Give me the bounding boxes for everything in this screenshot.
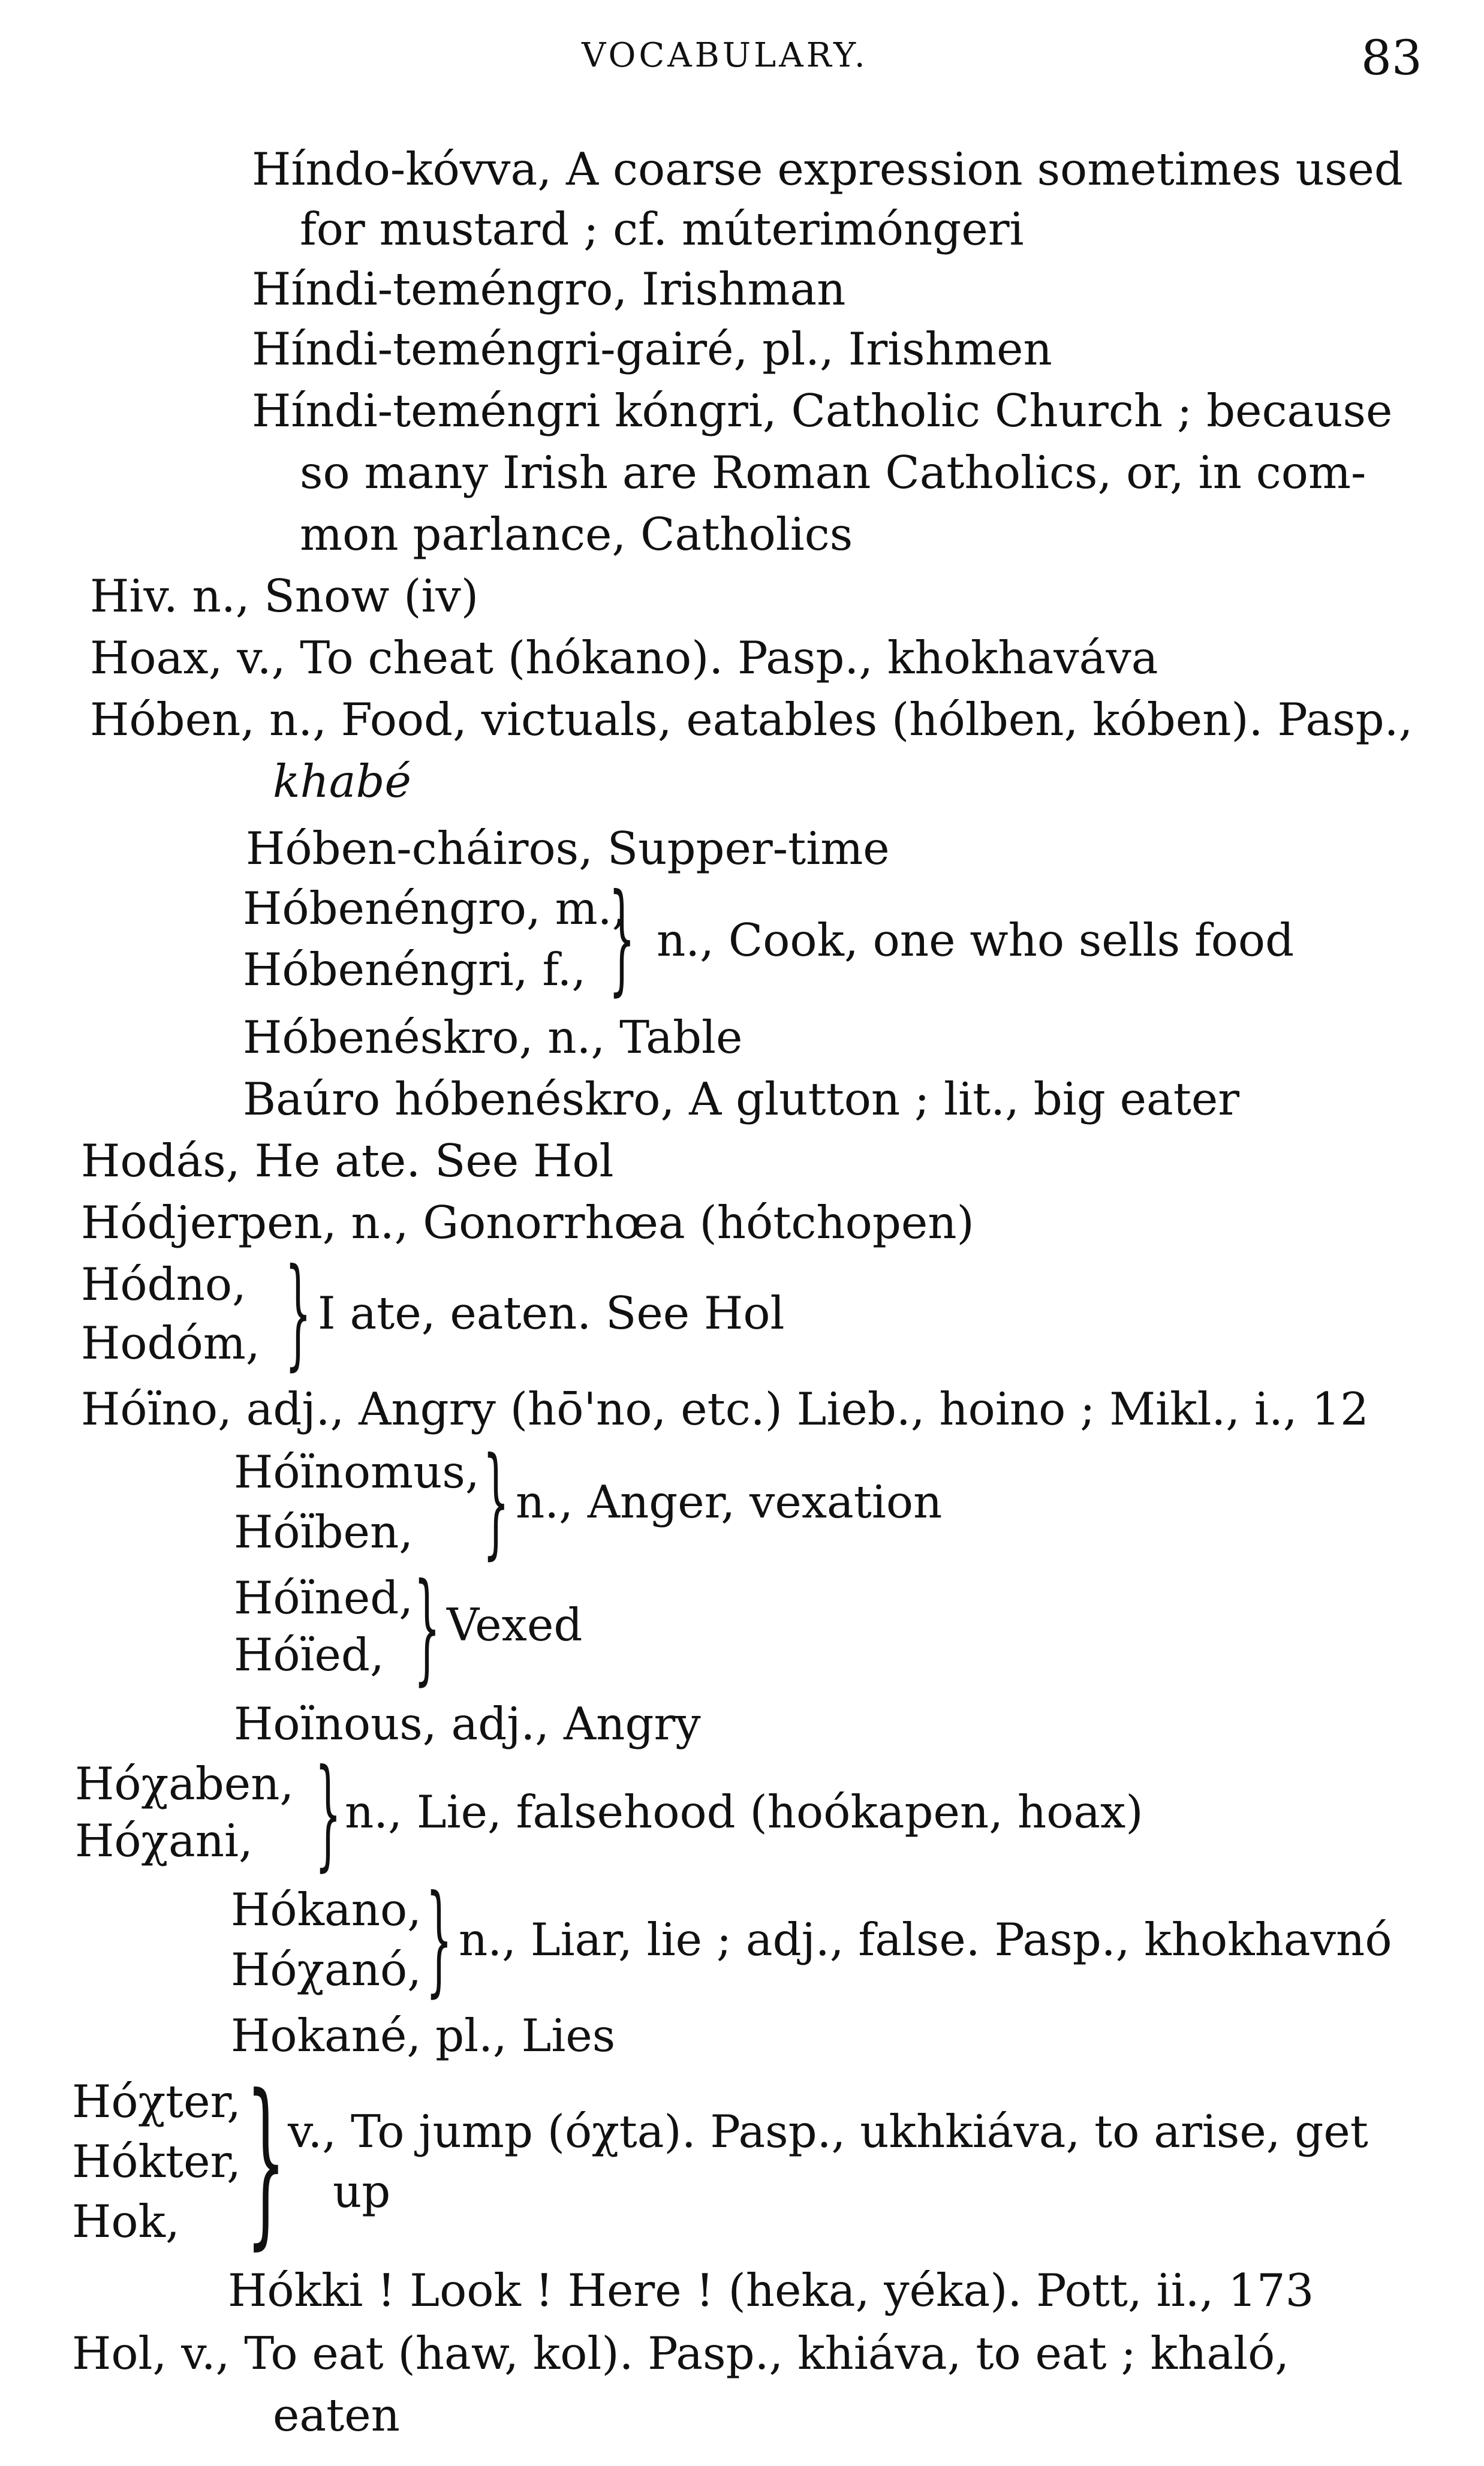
group-gloss: I ate, eaten. See Hol	[318, 1287, 785, 1339]
entry-line: Baúro hóbenéskro, A glutton ; lit., big eater	[243, 1073, 1240, 1125]
group-gloss: n., Cook, one who sells food	[657, 914, 1295, 966]
group-gloss: v., To jump (óχta). Pasp., ukhkiáva, to arise, get	[288, 2105, 1368, 2158]
group-gloss-continued: up	[333, 2165, 391, 2218]
group-gloss: n., Lie, falsehood (hoókapen, hoax)	[345, 1785, 1143, 1838]
grouped-term: Hódno,	[81, 1258, 246, 1311]
entry-line: Hiv. n., Snow (iv)	[90, 570, 479, 622]
entry-line: Hóben, n., Food, victuals, eatables (hólben, kóben). Pasp.,	[90, 693, 1413, 746]
entry-line: Hóben-cháiros, Supper-time	[246, 822, 890, 875]
brace-icon: }	[285, 1243, 312, 1383]
entry-line: Hóïno, adj., Angry (hō'no, etc.) Lieb., hoino ; Mikl., i., 12	[81, 1383, 1369, 1435]
grouped-term: Hodóm,	[81, 1317, 260, 1369]
brace-icon: }	[315, 1744, 342, 1883]
grouped-term: Hóïed,	[234, 1628, 384, 1681]
group-gloss: n., Anger, vexation	[516, 1476, 943, 1528]
entry-line: Híndi-teméngro, Irishman	[252, 263, 846, 315]
brace-icon: }	[246, 2056, 286, 2266]
entry-line: Hol, v., To eat (haw, kol). Pasp., khiáva, to eat ; khaló,	[72, 2327, 1290, 2380]
grouped-term: Hok,	[72, 2195, 180, 2248]
brace-icon: }	[414, 1558, 441, 1697]
grouped-term: Hóïnomus,	[234, 1446, 480, 1498]
entry-line: khabé	[273, 755, 411, 808]
entry-line: Híndi-teméngri kóngri, Catholic Church ; because	[252, 384, 1393, 437]
entry-line: mon parlance, Catholics	[300, 508, 853, 561]
entry-line: Hóbenéskro, n., Table	[243, 1011, 743, 1064]
grouped-term: Hóïned,	[234, 1571, 414, 1624]
entry-line: Hodás, He ate. See Hol	[81, 1134, 614, 1187]
page-number: 83	[1361, 30, 1422, 86]
grouped-term: Hókter,	[72, 2135, 241, 2188]
entry-line: Hókki ! Look ! Here ! (heka, yéka). Pott, ii., 173	[228, 2264, 1314, 2317]
grouped-term: Hóbenéngri, f.,	[243, 943, 586, 996]
entry-line: Hoax, v., To cheat (hókano). Pasp., khokhaváva	[90, 631, 1158, 684]
entry-line: Hódjerpen, n., Gonorrhœa (hótchopen)	[81, 1196, 974, 1249]
entry-line: Híndi-teméngri-gairé, pl., Irishmen	[252, 323, 1052, 375]
group-gloss: Vexed	[447, 1598, 583, 1651]
brace-icon: }	[426, 1869, 453, 2009]
grouped-term: Hóχaben,	[75, 1757, 294, 1810]
grouped-term: Hóχanó,	[231, 1943, 422, 1996]
brace-icon: }	[483, 1432, 510, 1571]
page-header	[0, 30, 1484, 96]
entry-line: Híndo-kóvva, A coarse expression sometimes used	[252, 143, 1403, 195]
entry-line: Hoïnous, adj., Angry	[234, 1697, 701, 1750]
group-gloss: n., Liar, lie ; adj., false. Pasp., khokhavnó	[459, 1913, 1392, 1966]
grouped-term: Hókano,	[231, 1883, 422, 1936]
grouped-term: Hóïben,	[234, 1506, 414, 1558]
entry-line: eaten	[273, 2389, 400, 2441]
running-title: VOCABULARY.	[582, 36, 868, 75]
grouped-term: Hóχani,	[75, 1814, 253, 1867]
brace-icon: }	[609, 868, 636, 1008]
entry-line: so many Irish are Roman Catholics, or, in com-	[300, 446, 1366, 499]
grouped-term: Hóχter,	[72, 2075, 241, 2128]
entry-line: for mustard ; cf. múterimóngeri	[300, 203, 1024, 255]
entry-line: Hokané, pl., Lies	[231, 2009, 616, 2062]
grouped-term: Hóbenéngro, m.,	[243, 882, 627, 935]
